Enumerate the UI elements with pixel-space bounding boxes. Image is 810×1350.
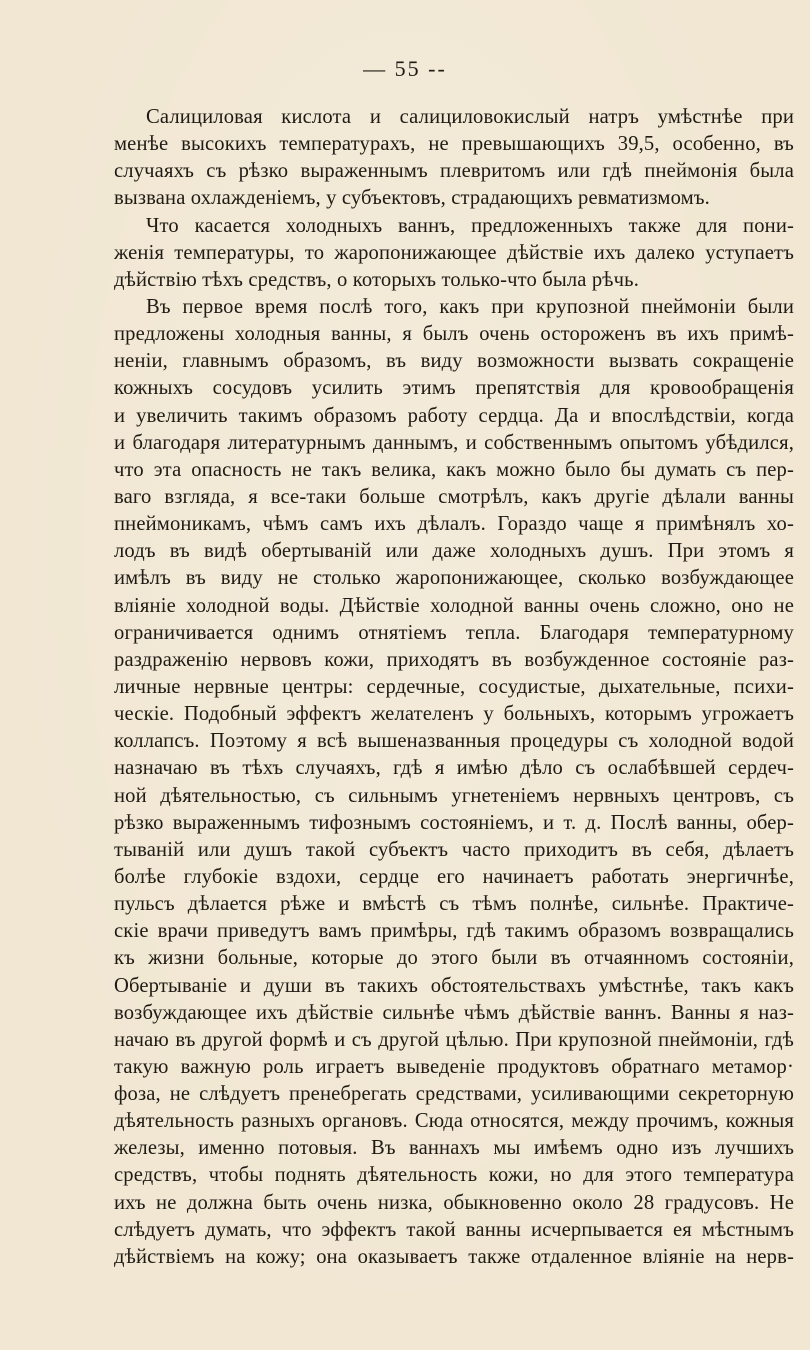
text-line: Обертываніе и души въ такихъ обстоятельствахъ умѣстнѣе, такъ какъ bbox=[114, 974, 794, 997]
text-line: назначаю въ тѣхъ случаяхъ, гдѣ я имѣю дѣло съ ослабѣвшей сердеч- bbox=[114, 757, 794, 780]
text-line: и увеличить такимъ образомъ работу сердца. Да и впослѣдствіи, когда bbox=[114, 404, 794, 427]
text-line: Что касается холодныхъ ваннъ, предложенныхъ также для пони- bbox=[146, 214, 794, 237]
text-line: дѣятельность разныхъ органовъ. Сюда относятся, между прочимъ, кожныя bbox=[114, 1110, 794, 1133]
text-line: железы, именно потовыя. Въ ваннахъ мы имѣемъ одно изъ лучшихъ bbox=[114, 1137, 794, 1160]
text-line: фоза, не слѣдуетъ пренебрегать средствами, усиливающими секреторную bbox=[114, 1083, 794, 1106]
text-line: коллапсъ. Поэтому я всѣ вышеназванныя процедуры съ холодной водой bbox=[114, 730, 794, 753]
text-line: предложены холодныя ванны, я былъ очень остороженъ въ ихъ примѣ- bbox=[114, 323, 794, 346]
text-line: имѣлъ въ виду не столько жаропонижающее, сколько возбуждающее bbox=[114, 567, 794, 590]
text-line: тываній или душъ такой субъектъ часто приходитъ въ себя, дѣлаетъ bbox=[114, 838, 794, 861]
text-line: возбуждающее ихъ дѣйствіе сильнѣе чѣмъ дѣйствіе ваннъ. Ванны я наз- bbox=[114, 1001, 794, 1024]
text-line: неніи, главнымъ образомъ, въ виду возможности вызвать сокращеніе bbox=[114, 350, 794, 373]
text-line: дѣйствію тѣхъ средствъ, о которыхъ только-что была рѣчь. bbox=[114, 268, 639, 291]
text-line: скіе врачи приведутъ вамъ примѣры, гдѣ такимъ образомъ возвращались bbox=[114, 920, 794, 943]
text-line: Салициловая кислота и салициловокислый натръ умѣстнѣе при bbox=[146, 106, 794, 128]
text-line: пульсъ дѣлается рѣже и вмѣстѣ съ тѣмъ полнѣе, сильнѣе. Практиче- bbox=[114, 893, 794, 916]
text-line: женія температуры, то жаропонижающее дѣйствіе ихъ далеко уступаетъ bbox=[114, 241, 794, 264]
text-line: ихъ не должна быть очень низка, обыкновенно около 28 градусовъ. Не bbox=[114, 1191, 794, 1214]
text-line: лодъ въ видѣ обертываній или даже холодныхъ душъ. При этомъ я bbox=[114, 540, 794, 563]
page-number: — 55 -- bbox=[363, 56, 447, 81]
text-line: средствъ, чтобы поднять дѣятельность кожи, но для этого температура bbox=[114, 1164, 794, 1187]
text-line: болѣе глубокіе вздохи, сердце его начинаетъ работать энергичнѣе, bbox=[114, 865, 794, 888]
text-line: случаяхъ съ рѣзко выраженнымъ плевритомъ или гдѣ пнеймонія была bbox=[114, 160, 794, 183]
text-line: что эта опасность не такъ велика, какъ можно было бы думать съ пер- bbox=[114, 458, 794, 481]
text-line: слѣдуетъ думать, что эффектъ такой ванны исчерпывается ея мѣстнымъ bbox=[114, 1218, 794, 1241]
text-line: такую важную роль играетъ выведеніе продуктовъ обратнаго метамор· bbox=[114, 1055, 794, 1078]
text-line: пнеймоникамъ, чѣмъ самъ ихъ дѣлалъ. Гораздо чаще я примѣнялъ хо- bbox=[114, 513, 794, 536]
text-line: ной дѣятельностью, съ сильнымъ угнетеніемъ нервныхъ центровъ, съ bbox=[114, 784, 794, 807]
body-text bbox=[114, 104, 794, 1271]
text-line: личные нервные центры: сердечные, сосудистые, дыхательные, психи- bbox=[114, 675, 794, 698]
text-line: кожныхъ сосудовъ усилить этимъ препятствія для кровообращенія bbox=[114, 377, 794, 400]
text-line: раздраженію нервовъ кожи, приходятъ въ возбужденное состояніе раз- bbox=[114, 648, 794, 671]
text-line: ческіе. Подобный эффектъ желателенъ у больныхъ, которымъ угрожаетъ bbox=[114, 703, 794, 726]
text-line: ограничивается однимъ отнятіемъ тепла. Благодаря температурному bbox=[114, 621, 794, 644]
text-line: Въ первое время послѣ того, какъ при крупозной пнеймоніи были bbox=[146, 295, 794, 318]
text-line: дѣйствіемъ на кожу; она оказываетъ также отдаленное вліяніе на нерв- bbox=[114, 1245, 794, 1268]
text-line: и благодаря литературнымъ даннымъ, и собственнымъ опытомъ убѣдился, bbox=[114, 431, 794, 454]
text-line: начаю въ другой формѣ и съ другой цѣлью. При крупозной пнеймоніи, гдѣ bbox=[114, 1028, 794, 1051]
text-line: менѣе высокихъ температурахъ, не превышающихъ 39,5, особенно, въ bbox=[114, 133, 794, 156]
text-line: ваго взгляда, я все-таки больше смотрѣлъ, какъ другіе дѣлали ванны bbox=[114, 485, 794, 508]
text-line: вызвана охлажденіемъ, у субъектовъ, страдающихъ ревматизмомъ. bbox=[114, 187, 710, 210]
text-line: къ жизни больные, которые до этого были въ отчаянномъ состояніи, bbox=[114, 947, 794, 970]
text-line: рѣзко выраженнымъ тифознымъ состояніемъ, и т. д. Послѣ ванны, обер- bbox=[114, 811, 794, 834]
text-line: вліяніе холодной воды. Дѣйствіе холодной ванны очень сложно, оно не bbox=[114, 594, 794, 617]
